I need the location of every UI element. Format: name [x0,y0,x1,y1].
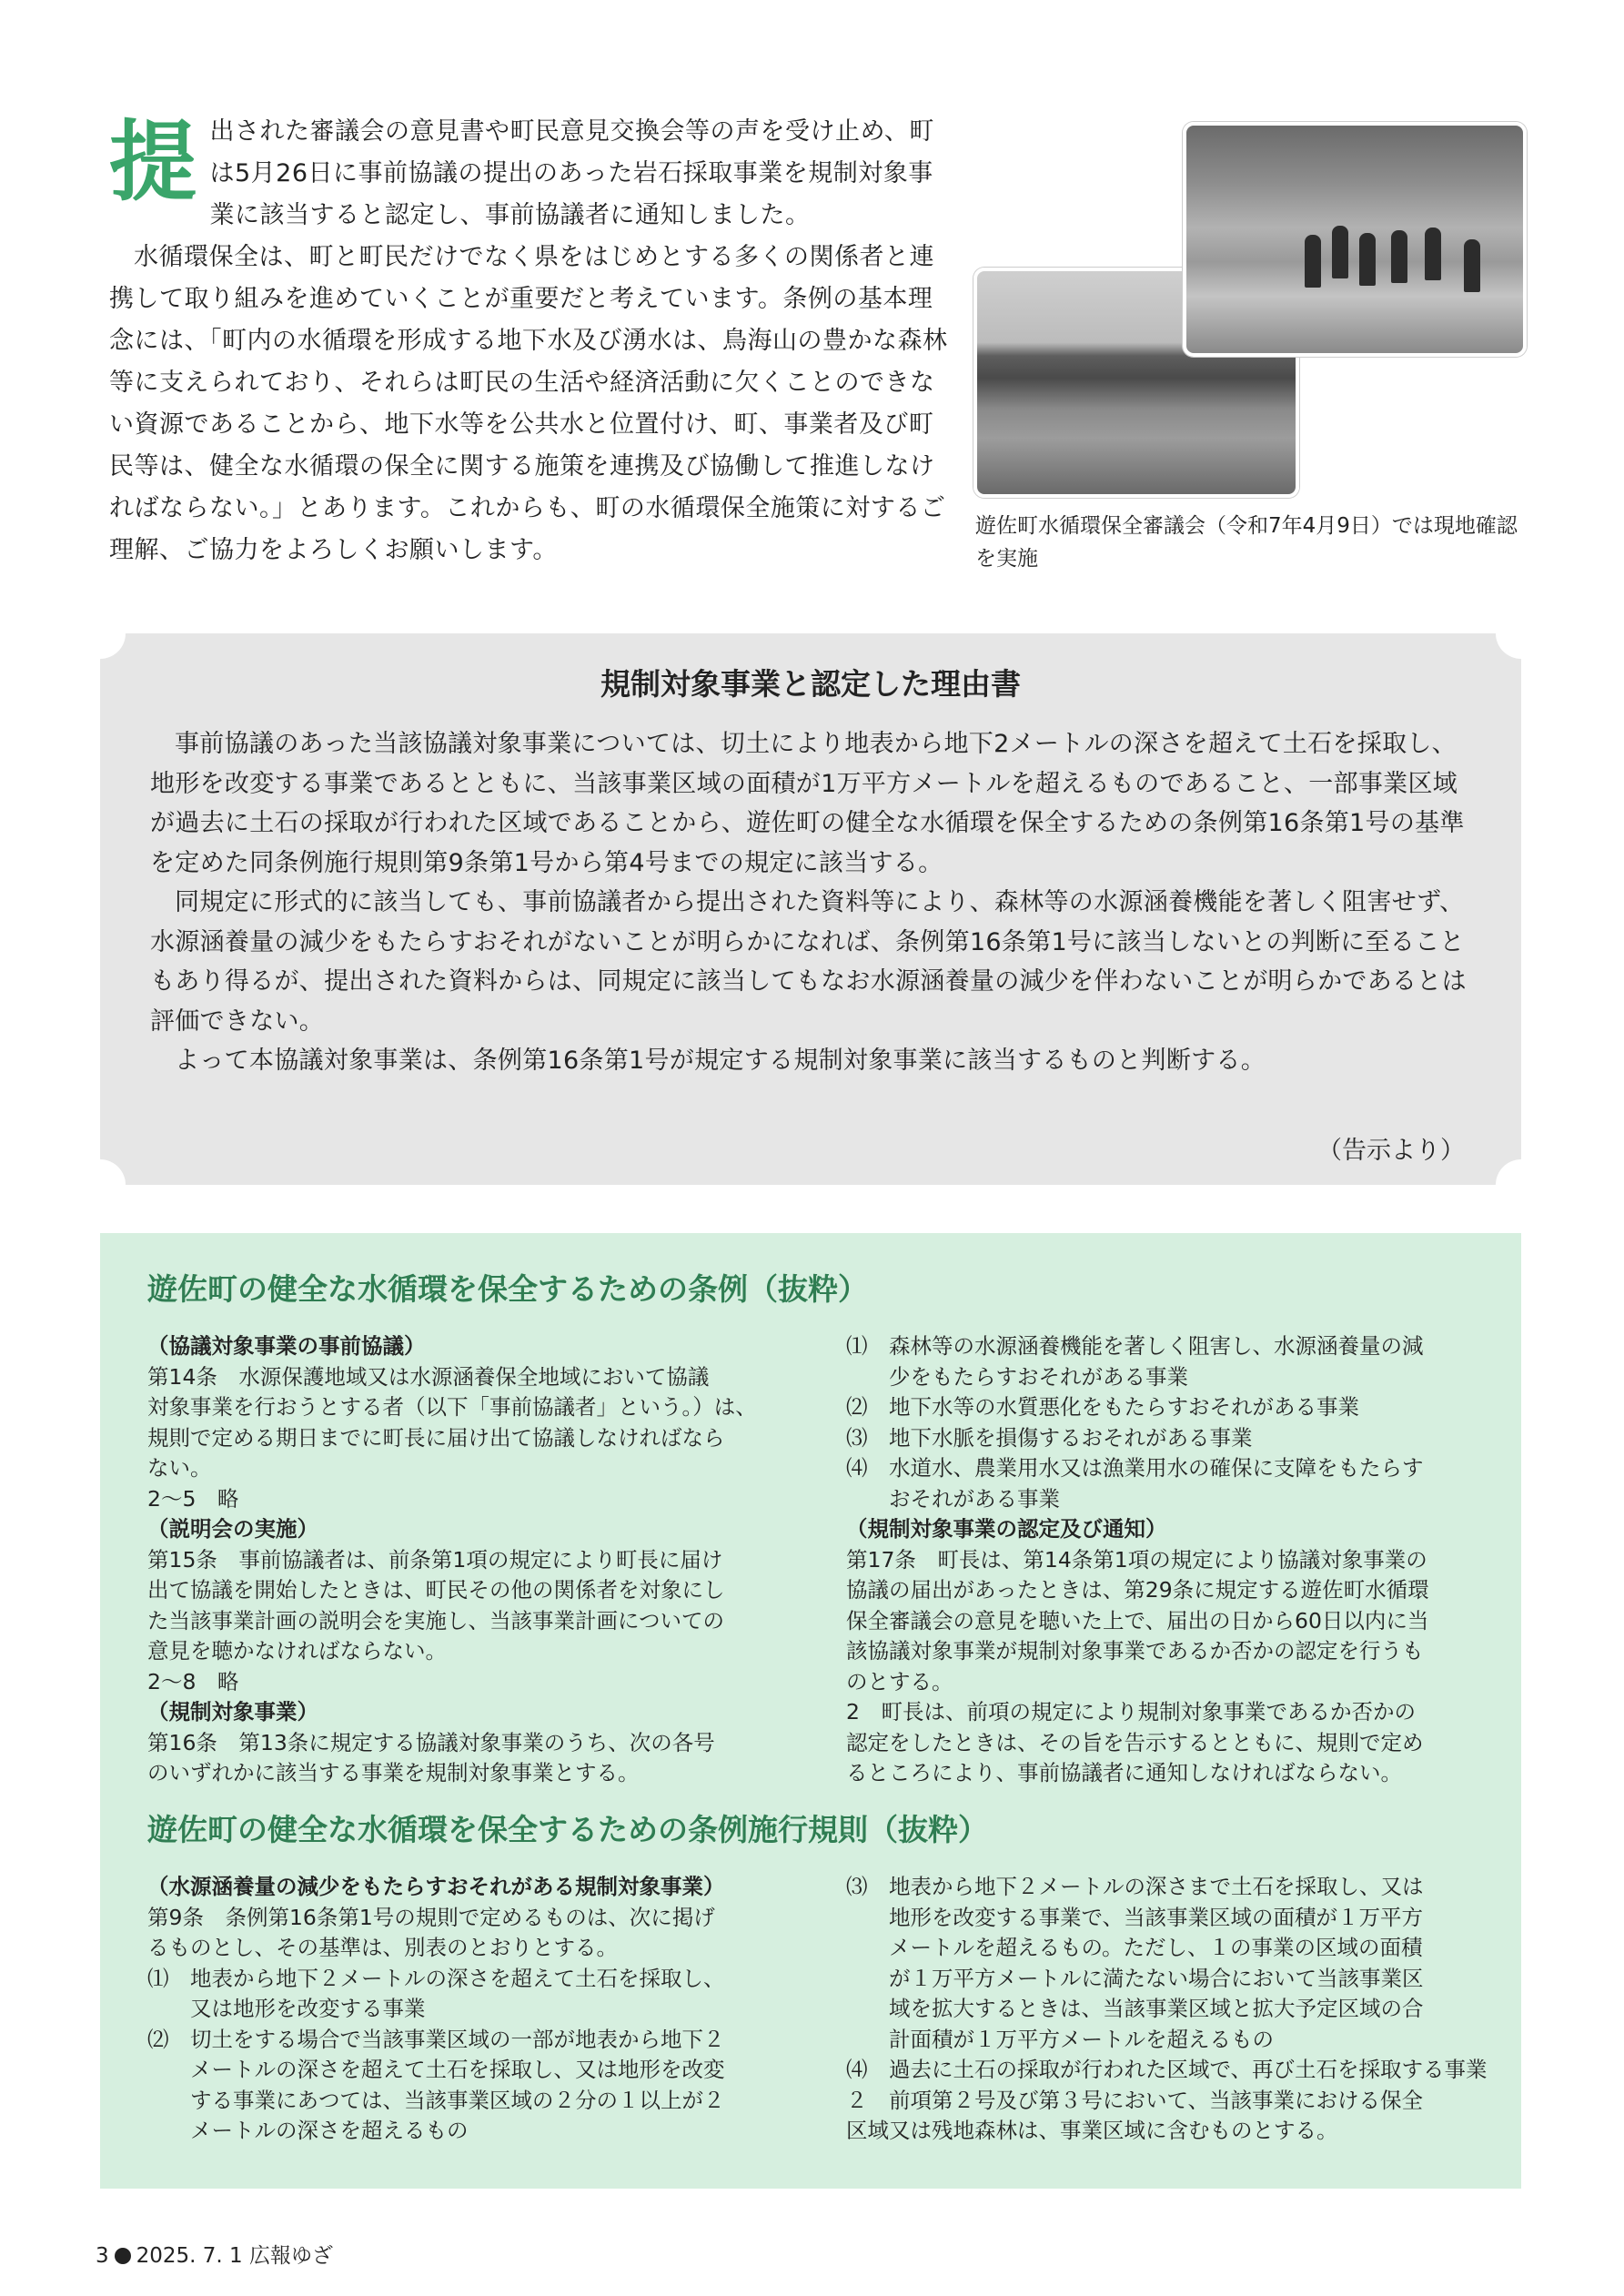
article-line: 第9条 条例第16条第1号の規則で定めるものは、次に掲げ [147,1904,715,1930]
article-line: ⑵ 地下水等の水質悪化をもたらすおそれがある事業 [846,1394,1359,1420]
article-line: 出て協議を開始したときは、町民その他の関係者を対象にし [147,1577,725,1603]
box-corner [75,1159,126,1210]
article-line: ⑴ 森林等の水源涵養機能を著しく阻害し、水源涵養量の減 [846,1333,1424,1359]
intro-text [109,111,955,571]
article-line: 規則で定める期日までに町長に届け出て協議しなければなら [147,1424,725,1451]
person-figure [1359,233,1376,286]
article-line: する事業にあつては、当該事業区域の２分の１以上が２ [147,2087,725,2113]
article-line: ⑷ 水道水、農業用水又は漁業用水の確保に支障をもたらす [846,1455,1424,1481]
reason-box [100,633,1521,1185]
article-line: メートルを超えるもの。ただし、１の事業の区域の面積 [846,1935,1423,1960]
site-inspection-photo [1183,122,1527,357]
article-line: 第16条 第13条に規定する協議対象事業のうち、次の各号 [147,1729,715,1755]
dropcap: 提 [109,111,197,213]
article-line: 第17条 町長は、第14条第1項の規定により協議対象事業の [846,1546,1427,1573]
article-line: 認定をしたときは、その旨を告示するとともに、規則で定め [846,1729,1424,1755]
section-heading: （水源涵養量の減少をもたらすおそれがある規制対象事業） [147,1874,725,1899]
article-line: ない。 [147,1455,212,1481]
article-line: るものとし、その基準は、別表のとおりとする。 [147,1935,618,1960]
article-line: 対象事業を行おうとする者（以下「事前協議者」という。）は、 [147,1394,757,1420]
section-heading: （規制対象事業の認定及び通知） [846,1516,1167,1542]
article-line: が１万平方メートルに満たない場合において当該事業区 [846,1965,1424,1991]
box-corner [1496,608,1547,659]
bullet-dot-icon [115,2248,131,2264]
person-figure [1305,235,1321,288]
article-line: おそれがある事業 [846,1485,1060,1512]
article-line: 該協議対象事業が規制対象事業であるか否かの認定を行うも [846,1638,1424,1664]
article-line: 第15条 事前協議者は、前条第1項の規定により町長に届け [147,1546,723,1573]
article-line: 協議の届出があったときは、第29条に規定する遊佐町水循環 [846,1577,1429,1603]
publication-name: 広報ゆざ [249,2244,333,2268]
article-line: のとする。 [846,1668,953,1694]
article-line: 区域又は残地森林は、事業区域に含むものとする。 [846,2118,1338,2143]
article-line: ⑷ 過去に土石の採取が行われた区域で、再び土石を採取する事業 [846,2057,1488,2082]
article-line: 地形を改変する事業で、当該事業区域の面積が１万平方 [846,1904,1424,1930]
article-line: ２ 前項第２号及び第３号において、当該事業における保全 [846,2087,1424,2113]
article-line: 2〜8 略 [147,1668,239,1694]
intro-paragraph-2: 水循環保全は、町と町民だけでなく県をはじめとする多くの関係者と連携して取り組みを進めていくことが重要だと考えています。条例の基本理念には、「町内の水循環を形成する地下水及び湧水は、鳥海山の豊かな森林等に支えられており、それらは町民の生活や経済活動に欠くことのできない資源であることから、地下水等を公共水と位置付け、町、事業者及び町民等は、健全な水循環の保全に関する施策を連携及び協働して推進しなければならない。」とあります。これからも、町の水循環保全施策に対するご理解、ご協力をよろしくお願いします。 [109,243,948,564]
rules-right-column [846,1872,1519,2147]
article-line: 意見を聴かなければならない。 [147,1638,447,1664]
article-line: のいずれかに該当する事業を規制対象事業とする。 [147,1760,640,1785]
article-line: メートルの深さを超えるもの [147,2118,469,2143]
intro-paragraph-1: 出された審議会の意見書や町民意見交換会等の声を受け止め、町は5月26日に事前協議の提出のあった岩石採取事業を規制対象事業に該当すると認定し、事前協議者に通知しました。 [209,117,934,229]
section-heading: （説明会の実施） [147,1516,318,1542]
person-figure [1425,228,1441,280]
reason-paragraph-1: 事前協議のあった当該協議対象事業については、切土により地表から地下2メートルの深さを超えて土石を採取し、地形を改変する事業であるとともに、当該事業区域の面積が1万平方メートルを超えるものであること、一部事業区域が過去に土石の採取が行われた区域であることから、遊佐町の健全な水循環を保全するための条例第16条第1号の基準を定めた同条例施行規則第9条第1号から第4号までの規定に該当する。 [150,730,1465,877]
article-line: ⑶ 地表から地下２メートルの深さまで土石を採取し、又は [846,1874,1424,1899]
section-heading: （規制対象事業） [147,1699,318,1725]
article-line: ⑶ 地下水脈を損傷するおそれがある事業 [846,1424,1253,1451]
person-figure [1464,239,1480,292]
section-heading: （協議対象事業の事前協議） [147,1333,426,1359]
article-line: ⑵ 切土をする場合で当該事業区域の一部が地表から地下２ [147,2026,725,2052]
person-figure [1391,230,1407,283]
article-line: 保全審議会の意見を聴いた上で、届出の日から60日以内に当 [846,1607,1429,1633]
reason-source: （告示より） [1317,1137,1465,1165]
ordinance-title: 遊佐町の健全な水循環を保全するための条例（抜粋） [147,1271,868,1307]
article-line: メートルの深さを超えて土石を採取し、又は地形を改変 [147,2057,725,2082]
issue-date: 2025. 7. 1 [136,2244,243,2268]
reason-title: 規制対象事業と認定した理由書 [600,666,1021,702]
article-line: た当該事業計画の説明会を実施し、当該事業計画についての [147,1607,725,1633]
article-line: 第14条 水源保護地域又は水源涵養保全地域において協議 [147,1363,710,1390]
ordinance-left-column [147,1331,802,1789]
rules-title: 遊佐町の健全な水循環を保全するための条例施行規則（抜粋） [147,1812,988,1847]
law-excerpt-box [100,1233,1521,2189]
reason-paragraph-3: よって本協議対象事業は、条例第16条第1号が規定する規制対象事業に該当するものと判断する。 [175,1047,1266,1075]
photo-caption: 遊佐町水循環保全審議会（令和7年4月9日）では現地確認を実施 [975,514,1518,571]
rules-left-column [147,1872,821,2147]
article-line: 又は地形を改変する事業 [147,1996,426,2021]
box-corner [75,608,126,659]
ordinance-right-column [846,1331,1501,1789]
box-corner [1496,1159,1547,1210]
page-footer [96,2239,333,2269]
reason-body [150,724,1474,1081]
article-line: るところにより、事前協議者に通知しなければならない。 [846,1760,1402,1785]
person-figure [1332,226,1348,278]
article-line: 2〜5 略 [147,1485,239,1512]
reason-paragraph-2: 同規定に形式的に該当しても、事前協議者から提出された資料等により、森林等の水源涵養機能を著しく阻害せず、水源涵養量の減少をもたらすおそれがないことが明らかになれば、条例第16条第1号に該当しないとの判断に至ることもあり得るが、提出された資料からは、同規定に該当してもなお水源涵養量の減少を伴わないことが明らかであるとは評価できない。 [150,888,1467,1036]
article-line: 2 町長は、前項の規定により規制対象事業であるか否かの [846,1699,1416,1725]
article-line: 少をもたらすおそれがある事業 [846,1363,1188,1390]
article-line: 計面積が１万平方メートルを超えるもの [846,2026,1274,2052]
photo-group [973,122,1519,495]
article-line: ⑴ 地表から地下２メートルの深さを超えて土石を採取し、 [147,1965,725,1991]
page-number: 3 [96,2244,109,2268]
article-line: 域を拡大するときは、当該事業区域と拡大予定区域の合 [846,1996,1424,2021]
